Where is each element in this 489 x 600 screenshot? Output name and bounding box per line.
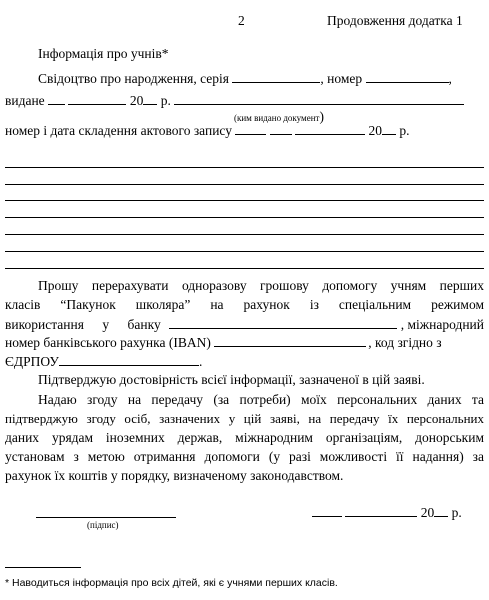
sign-year-field[interactable] <box>434 504 448 517</box>
sign-year-suffix: р. <box>451 505 462 520</box>
footnote-separator <box>5 567 81 568</box>
number-field[interactable] <box>366 70 449 83</box>
record-number-field[interactable] <box>235 122 266 135</box>
birth-cert-label: Свідоцтво про народження, серія <box>38 71 229 86</box>
issued-label: видане <box>5 93 45 108</box>
issuer-field[interactable] <box>174 92 464 105</box>
issued-year-field[interactable] <box>143 92 157 105</box>
birth-cert-line: Свідоцтво про народження, серія , номер , <box>38 71 452 86</box>
iban-field[interactable] <box>214 334 366 347</box>
series-field[interactable] <box>232 70 320 83</box>
consent-text-1: Надаю згоду на передачу (за потреби) моїх персональних даних та <box>38 392 484 407</box>
sign-date-line <box>312 504 462 521</box>
bank-label: використання у банку <box>5 317 161 332</box>
signature-field[interactable] <box>36 517 176 518</box>
blank-line[interactable] <box>5 234 484 235</box>
request-text-1: Прошу перерахувати одноразову грошову допомогу учням перших <box>38 278 484 293</box>
issued-year-suffix: р. <box>160 93 171 108</box>
consent-line-3 <box>5 430 484 446</box>
consent-line-2 <box>5 411 484 427</box>
consent-line-5: рахунок їх коштів у порядку, визначеному законодавством. <box>5 468 344 483</box>
request-line-2 <box>5 297 484 313</box>
request-line-3 <box>5 316 484 333</box>
continuation-label: Продовження додатка 1 <box>327 13 463 28</box>
consent-text-3: даних урядам іноземних держав, міжнародним організаціям, донорським <box>5 430 484 445</box>
issuer-note: (ким видано документ <box>234 113 320 123</box>
blank-line[interactable] <box>5 167 484 168</box>
request-text-2: класів “Пакунок школяра” на рахунок із спеціальним режимом <box>5 297 484 312</box>
record-line <box>5 122 409 139</box>
sign-month-field[interactable] <box>345 504 417 517</box>
issued-month-field[interactable] <box>68 92 126 105</box>
record-day-field[interactable] <box>270 122 292 135</box>
code-label: , код згідно з <box>368 335 442 350</box>
sign-day-field[interactable] <box>312 504 342 517</box>
blank-line[interactable] <box>5 268 484 269</box>
blank-line[interactable] <box>5 251 484 252</box>
edrpou-period: . <box>198 354 203 369</box>
issued-line <box>5 92 464 109</box>
consent-line-4 <box>5 449 484 465</box>
request-line-1 <box>38 278 484 294</box>
record-year-field[interactable] <box>382 122 396 135</box>
issued-year-prefix: 20 <box>129 93 144 108</box>
page-number: 2 <box>238 13 245 28</box>
signature-note: (підпис) <box>87 520 119 530</box>
iban-label: номер банківського рахунка (IBAN) <box>5 335 211 350</box>
record-label: номер і дата складення актового запису <box>5 123 232 138</box>
consent-line-1 <box>38 392 484 408</box>
footnote-text: * Наводиться інформація про всіх дітей, які є учнями перших класів. <box>5 577 338 589</box>
consent-text-2: підтверджую згоду осіб, зазначених у цій заяві, на передачу їх персональних <box>5 411 484 426</box>
blank-line[interactable] <box>5 184 484 185</box>
confirmation-text: Підтверджую достовірність всієї інформації, зазначеної в цій заяві. <box>38 372 425 387</box>
bank-field[interactable] <box>169 316 397 329</box>
issued-day-field[interactable] <box>48 92 65 105</box>
record-year-suffix: р. <box>399 123 410 138</box>
blank-line[interactable] <box>5 217 484 218</box>
edrpou-field[interactable] <box>59 353 199 366</box>
record-year-prefix: 20 <box>368 123 382 138</box>
edrpou-label: ЄДРПОУ <box>5 354 59 369</box>
number-label: , номер <box>320 71 363 86</box>
request-line-4 <box>5 334 484 351</box>
record-month-field[interactable] <box>295 122 365 135</box>
consent-text-4: установам з метою отримання допомоги (у разі можливості її надання) за <box>5 449 484 464</box>
sign-year-prefix: 20 <box>420 505 435 520</box>
request-line-5 <box>5 353 202 370</box>
iban-intro: , міжнародний <box>400 317 484 332</box>
issuer-note-close: ) <box>319 109 324 124</box>
blank-line[interactable] <box>5 200 484 201</box>
section-heading: Інформація про учнів* <box>38 46 169 61</box>
